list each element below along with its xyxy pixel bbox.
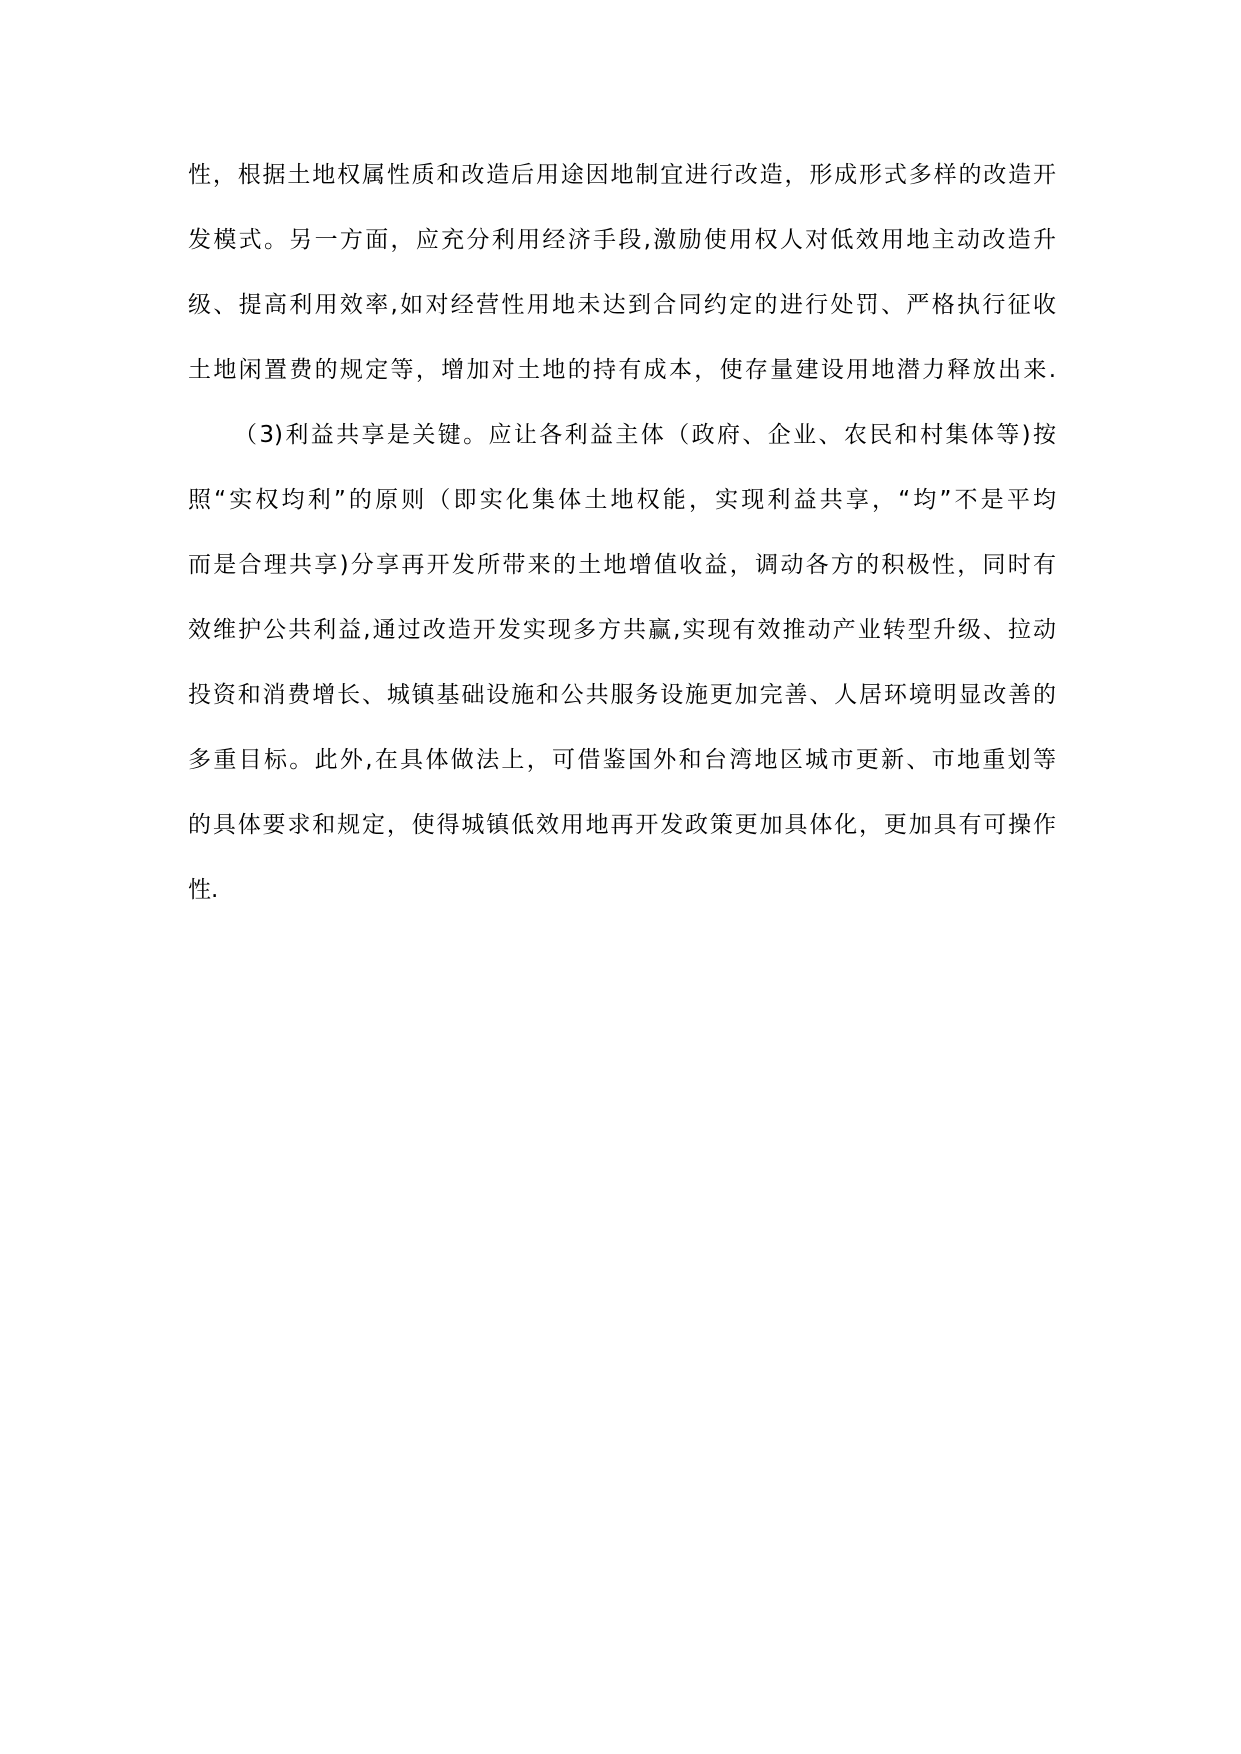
text-line: 而是合理共享)分享再开发所带来的土地增值收益，调动各方的积极性，同时有 [188,552,1056,578]
text-line: 照“实权均利”的原则（即实化集体土地权能，实现利益共享，“均”不是平均 [188,487,1056,513]
text-line: 土地闲置费的规定等，增加对土地的持有成本，使存量建设用地潜力释放出来. [188,357,1056,383]
text-line: 级、提高利用效率,如对经营性用地未达到合同约定的进行处罚、严格执行征收 [188,292,1056,318]
text-line: 投资和消费增长、城镇基础设施和公共服务设施更加完善、人居环境明显改善的 [188,682,1056,708]
text-line: 性，根据土地权属性质和改造后用途因地制宜进行改造，形成形式多样的改造开 [188,162,1056,188]
text-line: 多重目标。此外,在具体做法上，可借鉴国外和台湾地区城市更新、市地重划等 [188,747,1056,773]
text-line: 发模式。另一方面，应充分利用经济手段,激励使用权人对低效用地主动改造升 [188,227,1056,253]
text-line-last: 性. [188,877,219,903]
text-line: 的具体要求和规定，使得城镇低效用地再开发政策更加具体化，更加具有可操作 [188,812,1056,838]
body-text [188,162,1056,942]
text-line: 效维护公共利益,通过改造开发实现多方共赢,实现有效推动产业转型升级、拉动 [188,617,1056,643]
paragraph-3-first-line: （3)利益共享是关键。应让各利益主体（政府、企业、农民和村集体等)按 [234,422,1056,448]
